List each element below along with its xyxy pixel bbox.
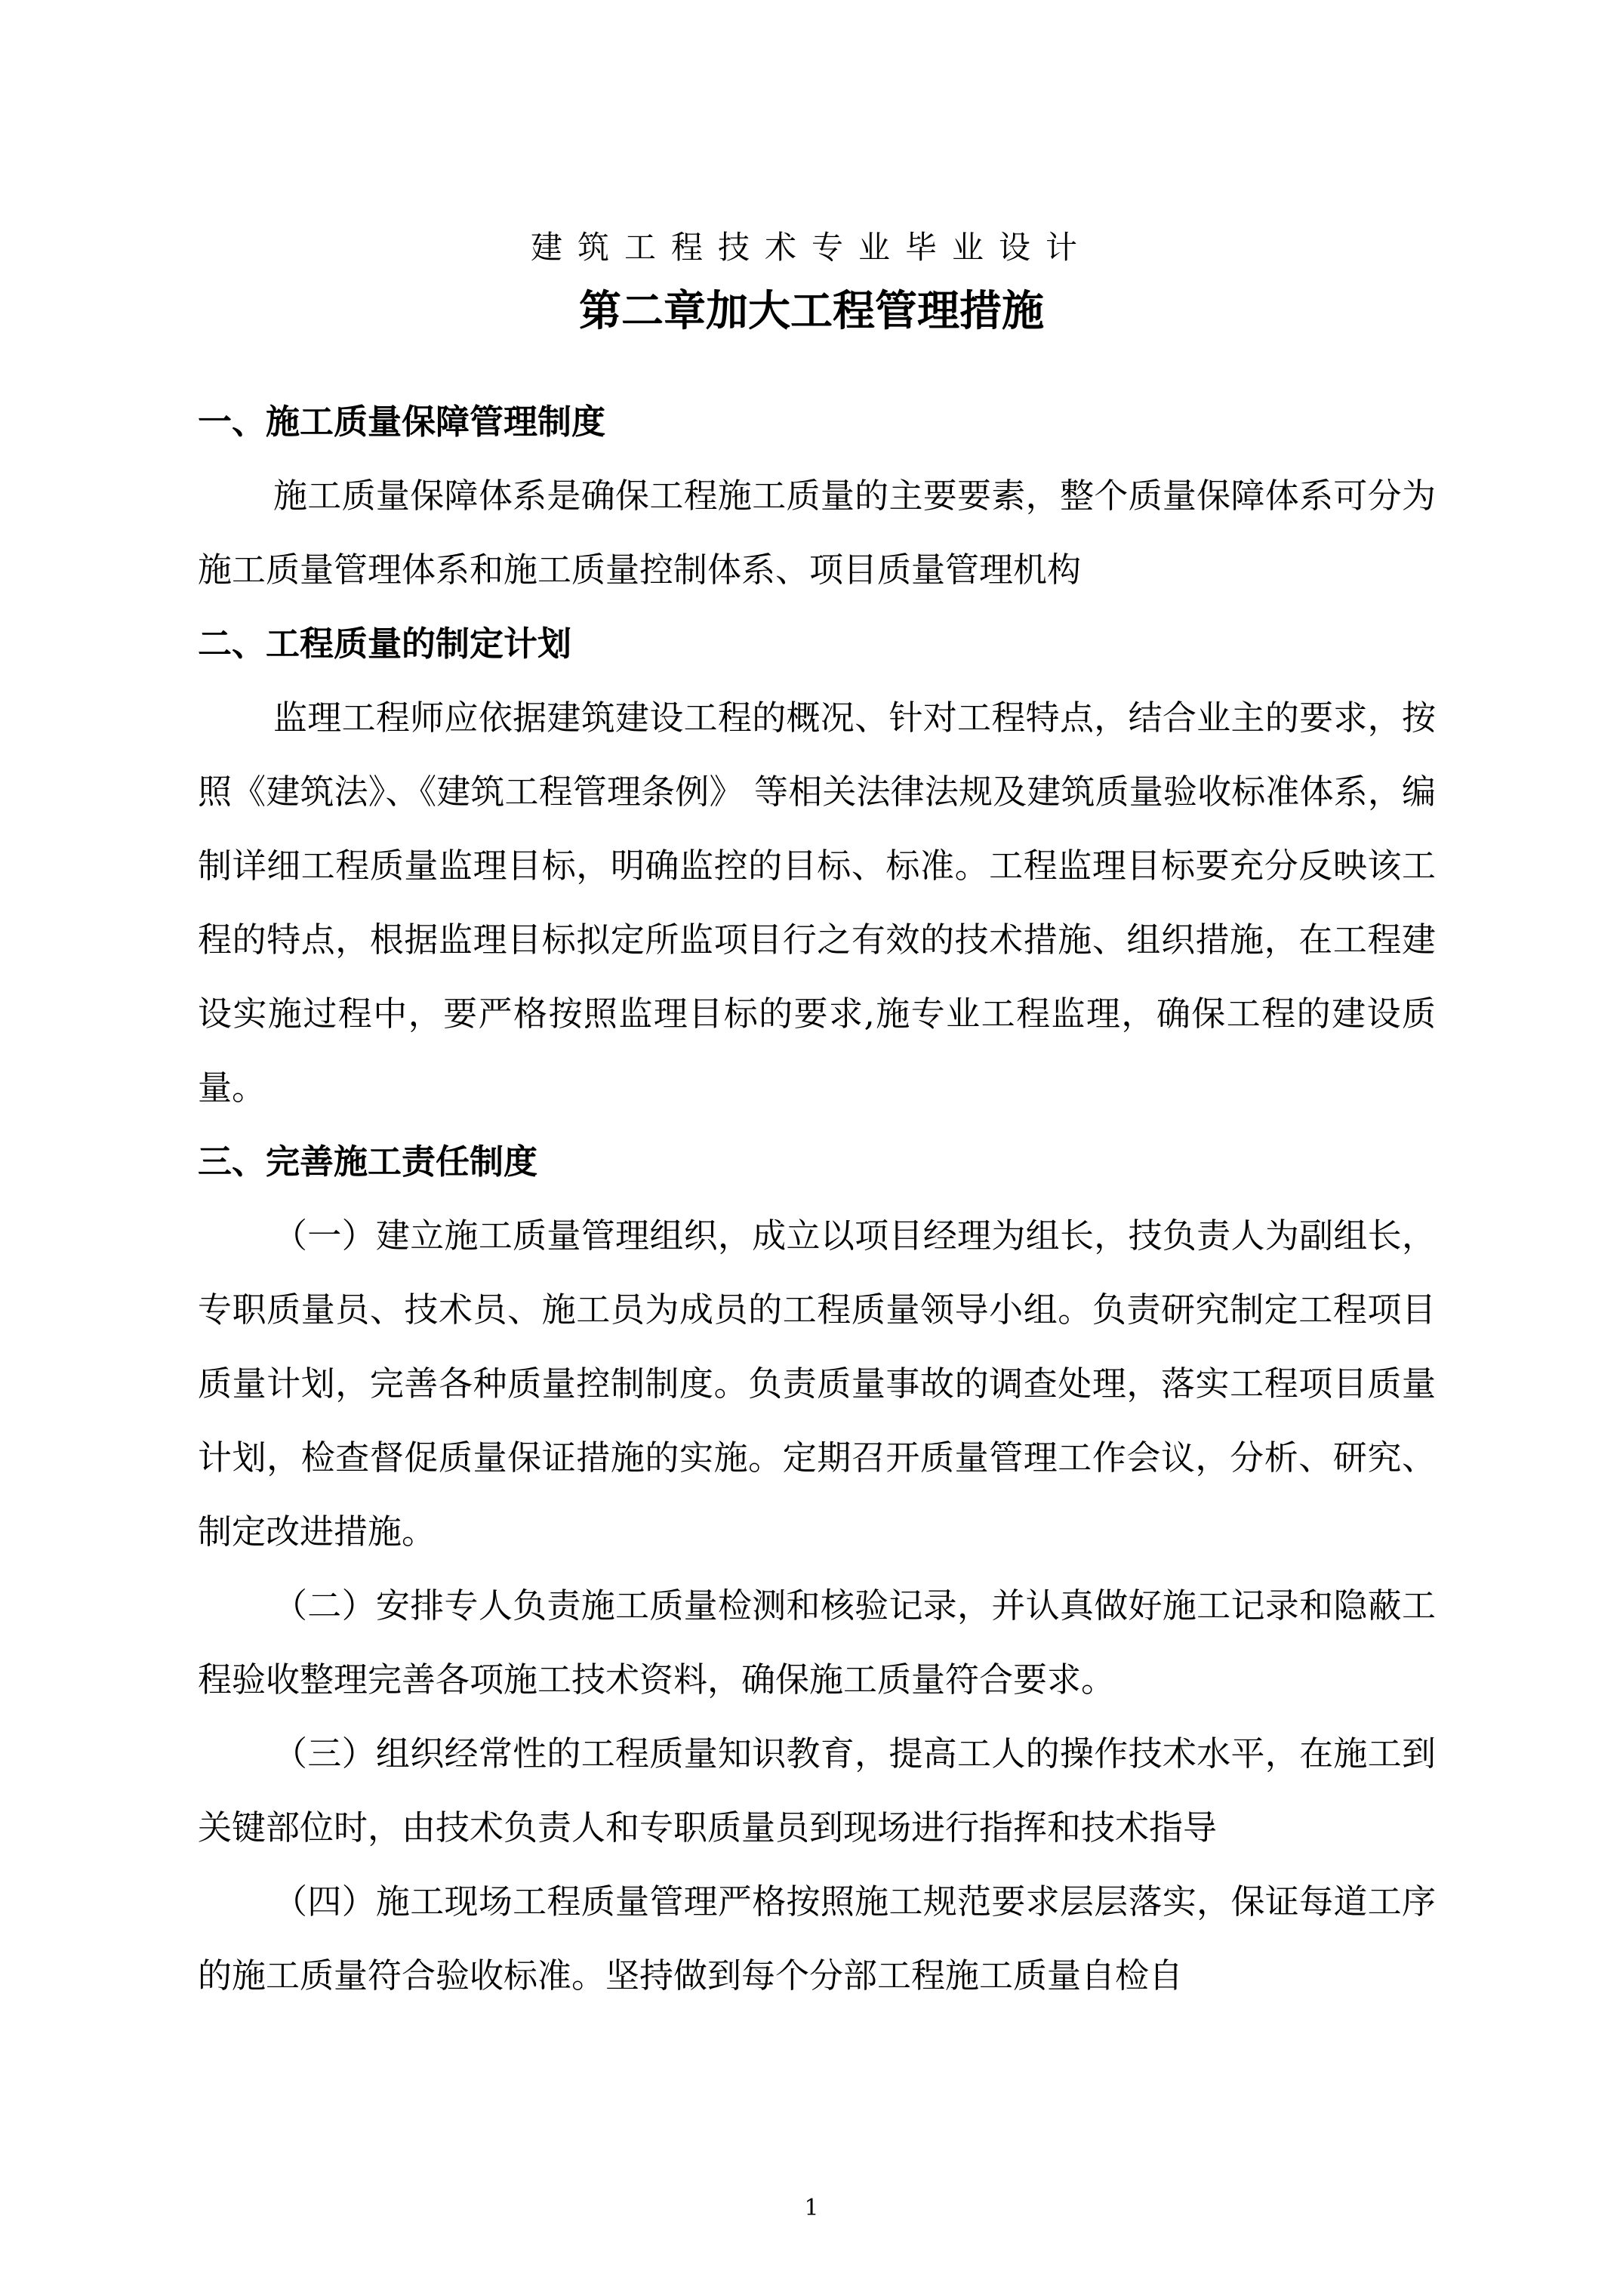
section-2 xyxy=(198,607,1436,1125)
paragraph: （三）组织经常性的工程质量知识教育，提高工人的操作技术水平，在施工到关键部位时，由技术负责人和专职质量员到现场进行指挥和技术指导 xyxy=(198,1734,1436,1848)
paragraph: 监理工程师应依据建筑建设工程的概况、针对工程特点，结合业主的要求，按照《建筑法》、《建筑工程管理条例》 等相关法律法规及建筑质量验收标准体系，编制详细工程质量监理目标，明确监控的目标、标准。工程监理目标要充分反映该工程的特点，根据监理目标拟定所监项目行之有效的技术措施、组织措施，在工程建设实施过程中，要严格按照监理目标的要求,施专业工程监理，确保工程的建设质量。 xyxy=(198,698,1436,1108)
paragraph: （二）安排专人负责施工质量检测和核验记录，并认真做好施工记录和隐蔽工程验收整理完善各项施工技术资料，确保施工质量符合要求。 xyxy=(198,1586,1436,1700)
section-heading: 一、施工质量保障管理制度 xyxy=(198,402,606,442)
paragraph: 施工质量保障体系是确保工程施工质量的主要要素，整个质量保障体系可分为施工质量管理体系和施工质量控制体系、项目质量管理机构 xyxy=(198,476,1436,590)
section-heading: 二、工程质量的制定计划 xyxy=(198,624,572,664)
section-1 xyxy=(198,385,1436,607)
paragraph: （一）建立施工质量管理组织，成立以项目经理为组长，技负责人为副组长，专职质量员、技术员、施工员为成员的工程质量领导小组。负责研究制定工程项目质量计划，完善各种质量控制制度。负责质量事故的调查处理，落实工程项目质量计划，检查督促质量保证措施的实施。定期召开质量管理工作会议，分析、研究、制定改进措施。 xyxy=(198,1216,1436,1552)
chapter-title: 第二章加大工程管理措施 xyxy=(579,286,1044,336)
document-body xyxy=(198,385,1436,2013)
document-header: 建筑工程技术专业毕业设计 xyxy=(530,229,1092,266)
section-heading: 三、完善施工责任制度 xyxy=(198,1142,538,1182)
paragraph: （四）施工现场工程质量管理严格按照施工规范要求层层落实，保证每道工序的施工质量符合验收标准。坚持做到每个分部工程施工质量自检自 xyxy=(198,1881,1436,1996)
section-3 xyxy=(198,1125,1436,2013)
page-number: 1 xyxy=(804,2195,819,2221)
